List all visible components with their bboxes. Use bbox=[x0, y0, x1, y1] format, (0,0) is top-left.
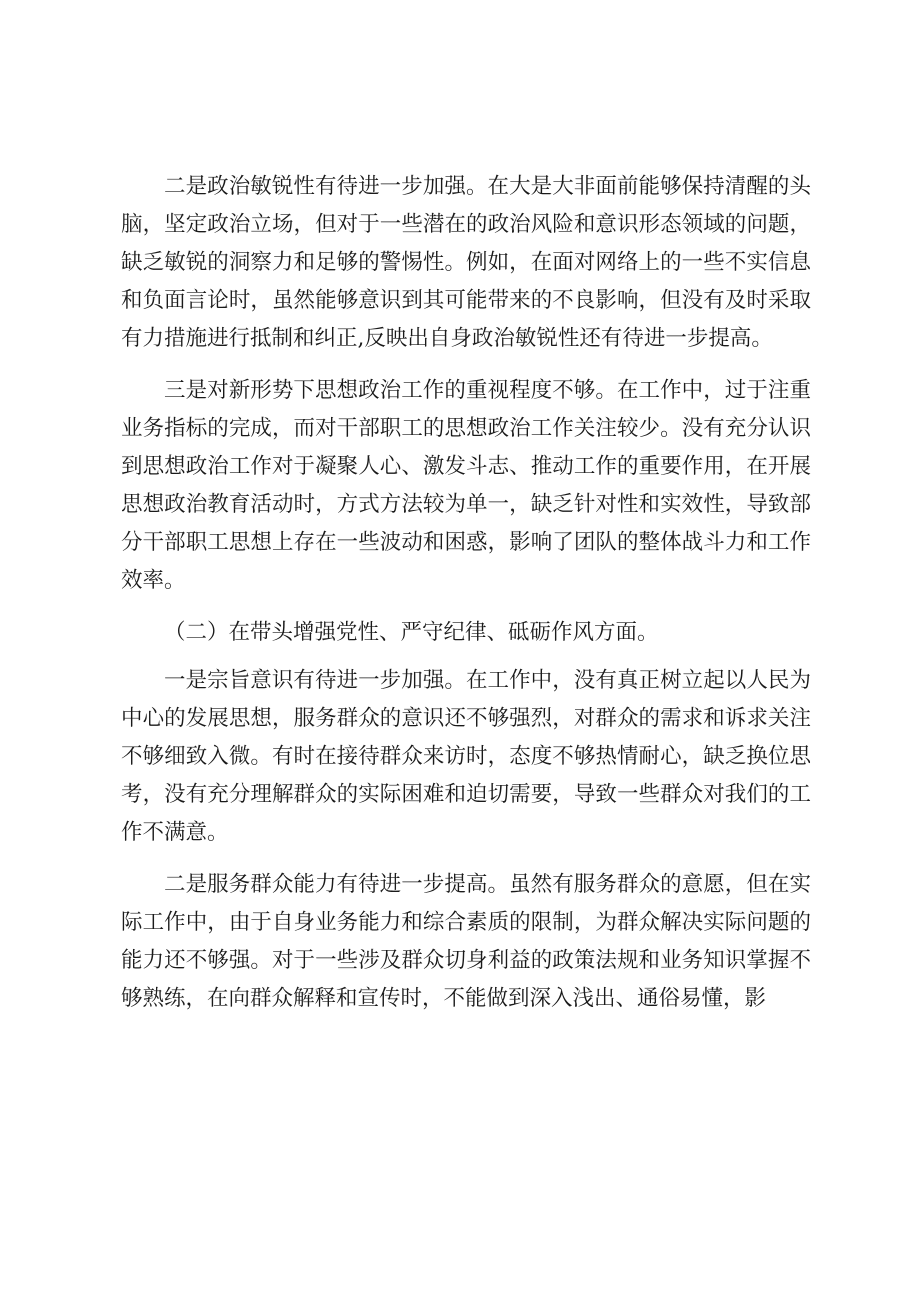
section-subheading: （二）在带头增强党性、严守纪律、砥砺作风方面。 bbox=[164, 620, 659, 645]
paragraph-service-ability bbox=[121, 866, 811, 1018]
paragraph-text: 在工作中，没有真正树立起以人民为中心的发展思想，服务群众的意识还不够强烈，对群众的需求和诉求关注不够细致入微。有时在接待群众来访时，态度不够热情耐心，缺乏换位思考，没有充分理解群众的实际困难和迫切需要，导致一些群众对我们的工作不满意。 bbox=[121, 668, 811, 845]
paragraph-lead: 一是宗旨意识有待进一步加强。 bbox=[164, 668, 466, 693]
paragraph-text: 在工作中，过于注重业务指标的完成，而对干部职工的思想政治工作关注较少。没有充分认识到思想政治工作对于凝聚人心、激发斗志、推动工作的重要作用，在开展思想政治教育活动时，方式方法较为单一，缺乏针对性和实效性，导致部分干部职工思想上存在一些波动和困惑，影响了团队的整体战斗力和工作效率。 bbox=[121, 378, 811, 593]
document-body bbox=[121, 168, 811, 1032]
paragraph-purpose-awareness bbox=[121, 662, 811, 852]
paragraph-text: 在大是大非面前能够保持清醒的头脑，坚定政治立场，但对于一些潜在的政治风险和意识形态领域的问题，缺乏敏锐的洞察力和足够的警惕性。例如，在面对网络上的一些不实信息和负面言论时，虽然能够意识到其可能带来的不良影响，但没有及时采取有力措施进行抵制和纠正,反映出自身政治敏锐性还有待进一步提高。 bbox=[121, 174, 811, 351]
paragraph-lead: 二是政治敏锐性有待进一步加强。 bbox=[164, 174, 488, 199]
paragraph-lead: 二是服务群众能力有待进一步提高。 bbox=[164, 872, 510, 897]
paragraph-lead: 三是对新形势下思想政治工作的重视程度不够。 bbox=[164, 378, 617, 403]
paragraph-political-sensitivity bbox=[121, 168, 811, 358]
paragraph-text: 虽然有服务群众的意愿，但在实际工作中，由于自身业务能力和综合素质的限制，为群众解决实际问题的能力还不够强。对于一些涉及群众切身利益的政策法规和业务知识掌握不够熟练，在向群众解释和宣传时，不能做到深入浅出、通俗易懂，影 bbox=[121, 872, 811, 1011]
paragraph-ideological-work bbox=[121, 372, 811, 600]
